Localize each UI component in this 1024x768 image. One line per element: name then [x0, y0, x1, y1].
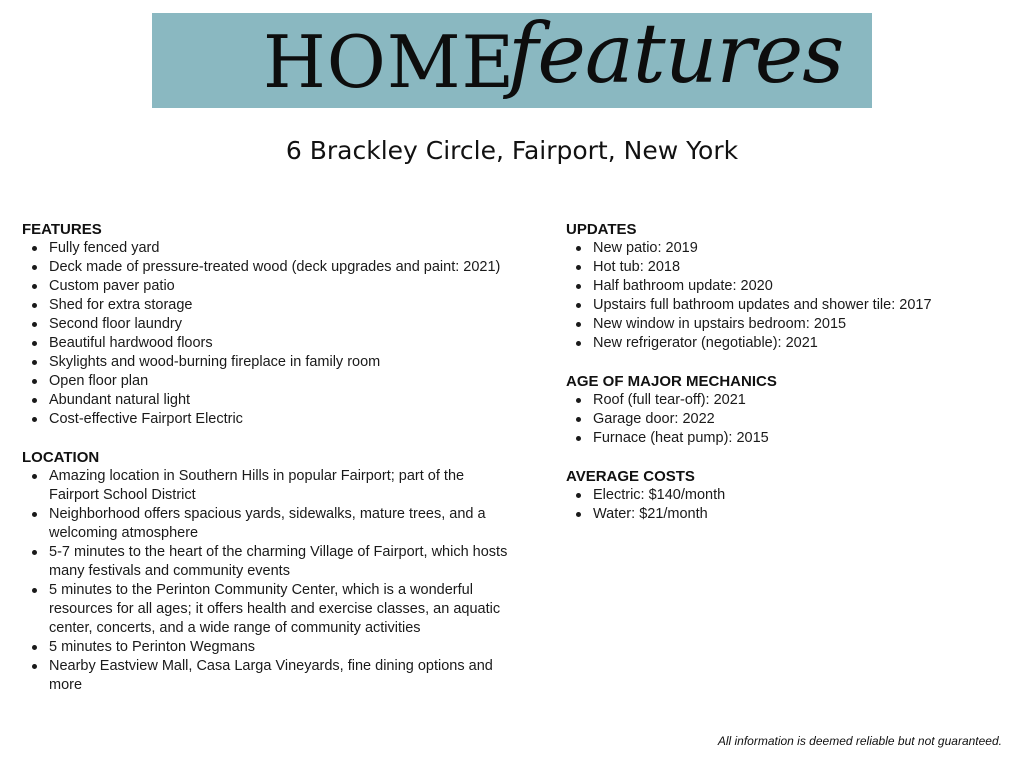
updates-section: [566, 220, 1006, 353]
list-item: Half bathroom update: 2020: [566, 277, 1006, 296]
list-item: Amazing location in Southern Hills in popular Fairport; part of the Fairport School District: [22, 467, 512, 505]
list-item: Fully fenced yard: [22, 239, 512, 258]
features-section: [22, 220, 512, 429]
list-item: Cost-effective Fairport Electric: [22, 410, 512, 429]
list-item: Custom paver patio: [22, 277, 512, 296]
location-section: [22, 448, 512, 695]
list-item: Neighborhood offers spacious yards, sidewalks, mature trees, and a welcoming atmosphere: [22, 505, 512, 543]
list-item: Upstairs full bathroom updates and shower tile: 2017: [566, 296, 1006, 315]
list-item: Water: $21/month: [566, 505, 1006, 524]
list-item: Garage door: 2022: [566, 410, 1006, 429]
title-home-text: HOME: [263, 20, 516, 104]
property-address: 6 Brackley Circle, Fairport, New York: [285, 136, 739, 165]
list-item: 5 minutes to the Perinton Community Center, which is a wonderful resources for all ages; it offers health and exercise classes, an aquatic center, concerts, and a wide range of community activities: [22, 581, 512, 638]
list-item: Nearby Eastview Mall, Casa Larga Vineyards, fine dining options and more: [22, 657, 512, 695]
right-column: [566, 220, 1006, 543]
disclaimer-footnote: All information is deemed reliable but not guaranteed.: [717, 734, 1002, 748]
mechanics-section: [566, 372, 1006, 448]
costs-section: [566, 467, 1006, 524]
list-item: Hot tub: 2018: [566, 258, 1006, 277]
features-heading: FEATURES: [22, 221, 102, 238]
list-item: Open floor plan: [22, 372, 512, 391]
list-item: Electric: $140/month: [566, 486, 1006, 505]
costs-heading: AVERAGE COSTS: [566, 468, 695, 485]
title-features-script: features: [508, 7, 844, 102]
location-heading: LOCATION: [22, 449, 100, 466]
mechanics-heading: AGE OF MAJOR MECHANICS: [566, 373, 777, 390]
list-item: Roof (full tear-off): 2021: [566, 391, 1006, 410]
list-item: 5 minutes to Perinton Wegmans: [22, 638, 512, 657]
list-item: New refrigerator (negotiable): 2021: [566, 334, 1006, 353]
list-item: New window in upstairs bedroom: 2015: [566, 315, 1006, 334]
list-item: Skylights and wood-burning fireplace in family room: [22, 353, 512, 372]
mechanics-list: [566, 391, 1006, 448]
costs-list: [566, 486, 1006, 524]
list-item: Deck made of pressure-treated wood (deck upgrades and paint: 2021): [22, 258, 512, 277]
updates-heading: UPDATES: [566, 221, 637, 238]
features-list: [22, 239, 512, 429]
left-column: [22, 220, 512, 714]
list-item: Shed for extra storage: [22, 296, 512, 315]
list-item: Furnace (heat pump): 2015: [566, 429, 1006, 448]
list-item: New patio: 2019: [566, 239, 1006, 258]
list-item: Second floor laundry: [22, 315, 512, 334]
list-item: Abundant natural light: [22, 391, 512, 410]
list-item: Beautiful hardwood floors: [22, 334, 512, 353]
updates-list: [566, 239, 1006, 353]
location-list: [22, 467, 512, 695]
list-item: 5-7 minutes to the heart of the charming Village of Fairport, which hosts many festivals and community events: [22, 543, 512, 581]
